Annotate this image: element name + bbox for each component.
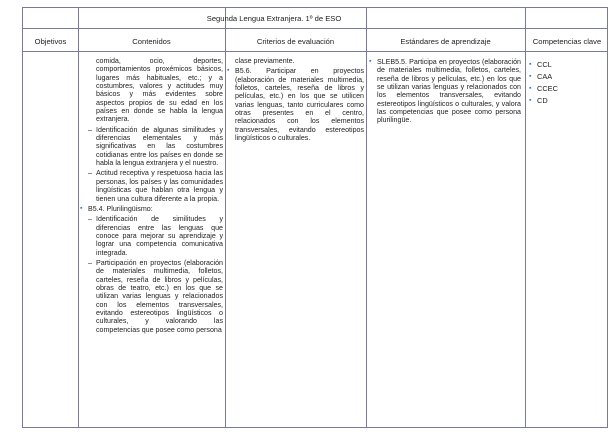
- row-divider: [23, 51, 607, 52]
- table-title: Segunda Lengua Extranjera. 1º de ESO: [206, 14, 342, 23]
- column-divider: [78, 8, 79, 427]
- competencia-label: CAA: [537, 72, 553, 81]
- bullet-icon: ▪: [529, 61, 532, 68]
- bullet-icon: ▪: [529, 97, 532, 104]
- contenidos-continuation: comida, ocio, deportes, comportamientos proxémicos básicos, lugares más habituales, etc.; y a costumbres, valores y actitudes muy básicos y más evidentes sobre aspectos propios de su edad en los países en donde se habla la lengua extranjera.: [96, 57, 223, 124]
- header-competencias: Competencias clave: [532, 37, 602, 46]
- competencia-label: CD: [537, 96, 548, 105]
- header-contenidos: Contenidos: [132, 37, 171, 46]
- list-item: – Actitud receptiva y respetuosa hacia las personas, los países y las comunidades lingüísticas que hablan otra lengua y tienen una cultura diferente a la propia.: [88, 169, 223, 202]
- estandar-item: [369, 58, 521, 125]
- curriculum-table: [22, 7, 608, 428]
- list-item: [529, 83, 558, 95]
- header-estandares: Estándares de aprendizaje: [400, 37, 491, 46]
- competencias-list: [529, 59, 558, 107]
- bullet-icon: ▪: [529, 85, 532, 92]
- competencia-label: CCEC: [537, 84, 558, 93]
- column-divider: [366, 8, 367, 427]
- criterio-item: [227, 67, 364, 142]
- bullet-icon: ▪: [369, 58, 372, 65]
- list-item: – Participación en proyectos (elaboración de materiales multimedia, folletos, carteles, reseña de libros y películas, obras de teatro, etc.) en los que se utilizan varias lenguas y relacionados con los elementos transversales, evitando estereotipos lingüísticos o culturales, y valorando las competencias que posee como persona: [88, 259, 223, 334]
- header-objetivos: Objetivos: [34, 37, 67, 46]
- list-item: [529, 95, 558, 107]
- criterios-continuation: clase previamente.: [235, 57, 295, 65]
- list-item: – Identificación de algunas similitudes y diferencias elementales y más significativas en las costumbres cotidianas entre los países en donde se habla la lengua extranjera y el nuestro.: [88, 126, 223, 168]
- bullet-icon: ▪: [227, 67, 230, 75]
- list-item: [529, 71, 558, 83]
- estandares-cell: [369, 58, 521, 125]
- block-label: B5.4. Plurilingüismo:: [88, 204, 153, 213]
- criterios-cell: [227, 57, 364, 142]
- header-criterios: Criterios de evaluación: [256, 37, 335, 46]
- criterio-text: B5.6. Participar en proyectos (elaboración de materiales multimedia, folletos, carteles, reseña de libros y películas, etc.) en los que se utilicen varias lenguas, tanto curriculares como otras presentes en el centro, relacionados con los elementos transversales, evitando estereotipos lingüísticos o culturales.: [235, 67, 364, 143]
- estandar-text: SLEB5.5. Participa en proyectos (elaboración de materiales multimedia, folletos, carteles, reseña de libros y películas, etc.) en los que se utilizan varias lenguas y relacionados con los elementos transversales, evitando estereotipos lingüísticos o culturales, y valora las competencias que posee como persona plurilingüe.: [377, 58, 521, 125]
- block-heading: [80, 205, 223, 213]
- list-item: – Identificación de similitudes y diferencias entre las lenguas que conoce para mejorar su aprendizaje y lograr una competencia comunicativa integrada.: [88, 215, 223, 257]
- column-divider: [525, 8, 526, 427]
- bullet-icon: ▪: [80, 204, 83, 212]
- list-item: [529, 59, 558, 71]
- column-divider: [225, 8, 226, 427]
- competencia-label: CCL: [537, 60, 552, 69]
- bullet-icon: ▪: [529, 73, 532, 80]
- contenidos-cell: [80, 57, 223, 336]
- row-divider: [23, 28, 607, 29]
